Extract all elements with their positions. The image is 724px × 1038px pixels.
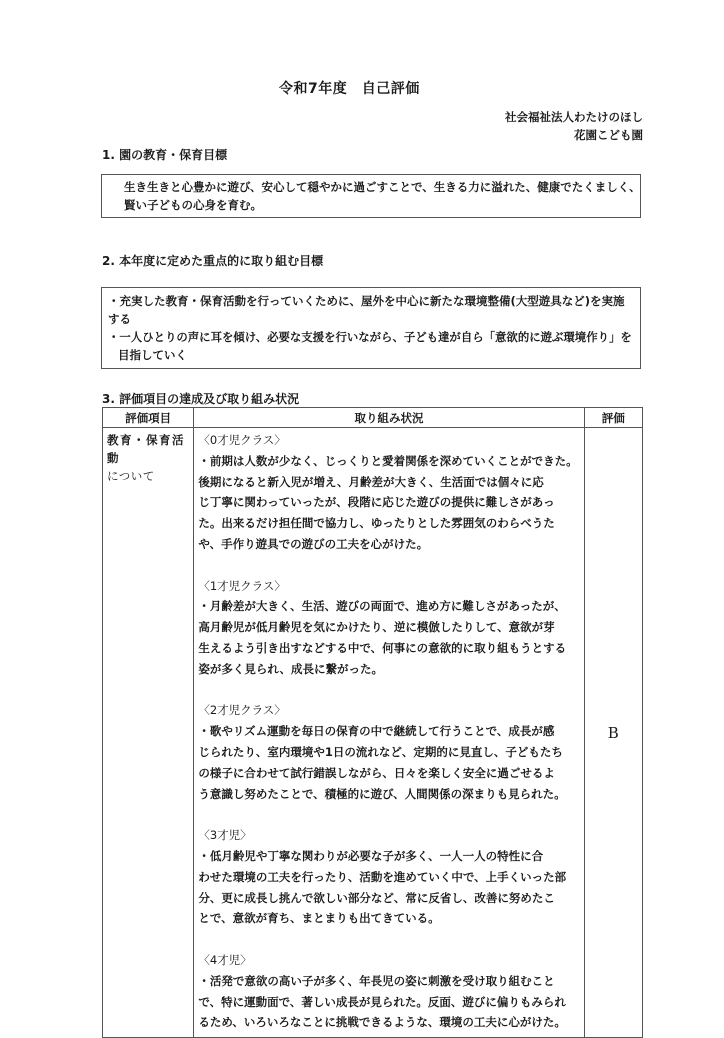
status-cell	[194, 428, 584, 1038]
status-line: ・低月齢児や丁寧な関わりが必要な子が多く、一人一人の特性に合	[198, 848, 544, 863]
status-line: 生えるよう引き出すなどする中で、何事にの意欲的に取り組もうとする	[198, 640, 567, 655]
evaluation-item-label: について	[107, 469, 155, 483]
class-heading: 〈0才児クラス〉	[198, 433, 286, 447]
section1-goal-box	[101, 174, 641, 218]
status-line: 後期になると新入児が増え、月齢差が大きく、生活面では個々に応	[198, 474, 544, 489]
rating-value: B	[607, 723, 619, 742]
evaluation-item-cell	[103, 428, 194, 1038]
status-line: るため、いろいろなことに挑戦できるような、環境の工夫に心がけた。	[198, 1015, 566, 1030]
focus-goal-line: ・充実した教育・保育活動を行っていくために、屋外を中心に新たな環境整備(大型遊具など)を実施	[108, 294, 625, 308]
status-line: 姿が多く見られ、成長に繋がった。	[198, 661, 384, 676]
status-line: ・前期は人数が少なく、じっくりと愛着関係を深めていくことができた。	[198, 453, 578, 468]
goal-line: 賢い子どもの心身を育む。	[124, 198, 262, 212]
organization-block	[505, 108, 643, 144]
section2-goal-box	[101, 287, 641, 369]
focus-goal-item	[108, 328, 632, 364]
status-line: ・月齢差が大きく、生活、遊びの両面で、進め方に難しさがあったが、	[198, 599, 566, 614]
goal-line: 生き生きと心豊かに遊び、安心して穏やかに過ごすことで、生きる力に溢れた、健康でたくましく、	[124, 180, 641, 194]
status-line: の様子に合わせて試行錯誤しながら、日々を楽しく安全に過ごせるよ	[198, 765, 555, 780]
status-line: う意識し努めたことで、積極的に遊び、人間関係の深まりも見られた。	[198, 786, 566, 801]
table-header-row	[103, 408, 643, 428]
section2-heading: 2. 本年度に定めた重点的に取り組む目標	[102, 254, 324, 268]
class-group-2yo	[198, 700, 577, 804]
rating-cell	[584, 428, 642, 1038]
class-group-4yo	[198, 950, 577, 1033]
status-line: わせた環境の工夫を行ったり、活動を進めていく中で、上手くいった部	[198, 869, 567, 884]
facility-name: 花園こども園	[574, 128, 643, 142]
evaluation-table	[102, 407, 643, 1038]
header-evaluation-item: 評価項目	[103, 408, 194, 428]
organization-name: 社会福祉法人わたけのほし	[505, 110, 643, 124]
status-line: ・歌やリズム運動を毎日の保育の中で継続して行うことで、成長が感	[198, 724, 555, 739]
status-line: 分、更に成長し挑んで欲しい部分など、常に反省し、改善に努めたこ	[198, 890, 555, 905]
class-heading: 〈4才児〉	[198, 952, 252, 967]
table-row	[103, 428, 643, 1038]
header-rating: 評価	[584, 408, 642, 428]
status-line: で、特に運動面で、著しい成長が見られた。反面、遊びに偏りもみられ	[198, 994, 566, 1009]
class-heading: 〈2才児クラス〉	[198, 703, 286, 718]
status-line: ・活発で意欲の高い子が多く、年長児の姿に刺激を受け取り組むこと	[198, 973, 555, 988]
focus-goal-line: ・一人ひとりの声に耳を傾け、必要な支援を行いながら、子ども達が自ら「意欲的に遊ぶ環境作り」を	[108, 330, 632, 344]
evaluation-item-label: 教育・保育活動	[107, 433, 185, 465]
status-line: じ丁寧に関わっていったが、段階に応じた遊びの提供に難しさがあっ	[198, 495, 555, 510]
section3-heading: 3. 評価項目の達成及び取り組み状況	[102, 392, 300, 406]
class-group-3yo	[198, 825, 577, 929]
status-line: た。出来るだけ担任間で協力し、ゆったりとした雰囲気のわらべうた	[198, 516, 555, 531]
focus-goal-item	[108, 292, 632, 328]
section1-heading: 1. 園の教育・保育目標	[102, 148, 228, 162]
status-line: じられたり、室内環境や1日の流れなど、定期的に見直し、子どもたち	[198, 744, 563, 759]
class-heading: 〈1才児クラス〉	[198, 578, 286, 593]
class-heading: 〈3才児〉	[198, 828, 252, 843]
header-status: 取り組み状況	[194, 408, 584, 428]
focus-goal-line: する	[108, 312, 131, 326]
status-line: や、手作り遊具での遊びの工夫を心がけた。	[198, 536, 429, 551]
document-title: 令和7年度 自己評価	[279, 81, 420, 97]
status-line: とで、意欲が育ち、まとまりも出てきている。	[198, 911, 440, 926]
class-group-0yo	[198, 430, 577, 555]
class-group-1yo	[198, 576, 577, 680]
status-line: 高月齢児が低月齢児を気にかけたり、逆に模倣したりして、意欲が芽	[198, 620, 555, 635]
focus-goal-line: 目指していく	[118, 348, 187, 362]
